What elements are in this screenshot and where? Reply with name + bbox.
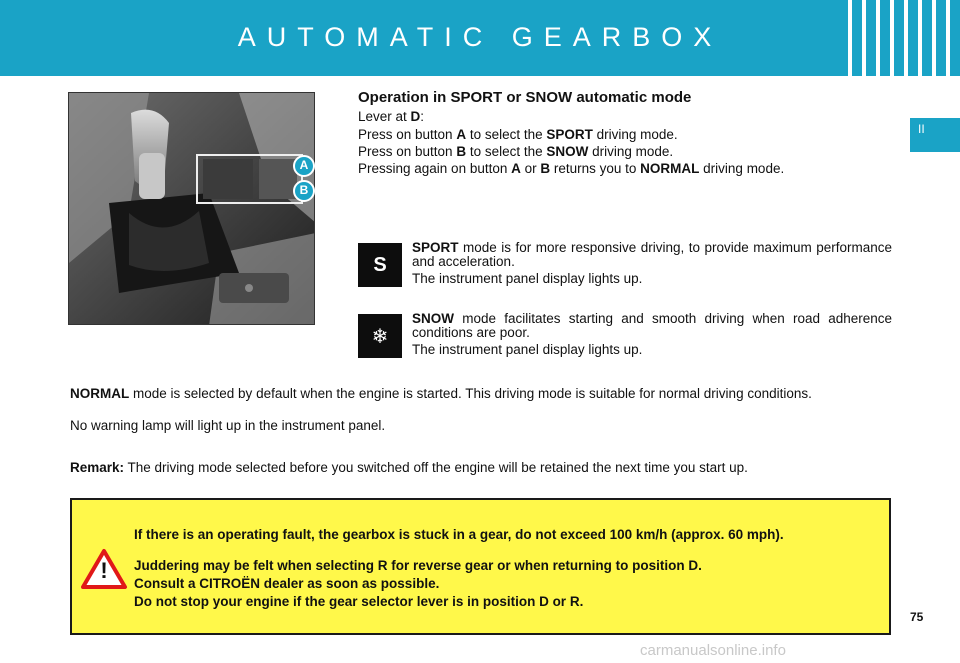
watermark: carmanualsonline.info <box>640 642 786 659</box>
gear-selector-photo <box>68 92 315 325</box>
page-header <box>0 0 960 76</box>
sport-description: SPORT mode is for more responsive driving, to provide maximum performance and acceleration. <box>412 240 892 269</box>
normal-description: NORMAL mode is selected by default when the engine is started. This driving mode is suitable for normal driving conditions. <box>70 386 812 401</box>
warning-line-4: Do not stop your engine if the gear selector lever is in position D or R. <box>134 594 584 609</box>
snow-description: SNOW mode facilitates starting and smooth driving when road adherence conditions are poor. <box>412 311 892 340</box>
sport-instruction: Press on button A to select the SPORT driving mode. <box>358 127 678 142</box>
section-heading: Operation in SPORT or SNOW automatic mode <box>358 89 692 106</box>
sport-mode-icon: S <box>358 243 402 287</box>
section-tab[interactable]: II <box>910 118 960 152</box>
snow-instruction: Press on button B to select the SNOW driving mode. <box>358 144 674 159</box>
warning-line-2: Juddering may be felt when selecting R for reverse gear or when returning to position D. <box>134 558 702 573</box>
warning-exclamation: ! <box>100 558 108 583</box>
remark-note: Remark: The driving mode selected before you switched off the engine will be retained the next time you start up. <box>70 460 748 475</box>
page-title: AUTOMATIC GEARBOX <box>237 22 723 52</box>
normal-instruction: Pressing again on button A or B returns you to NORMAL driving mode. <box>358 161 785 176</box>
no-lamp-note: No warning lamp will light up in the instrument panel. <box>70 418 386 433</box>
warning-line-1: If there is an operating fault, the gearbox is stuck in a gear, do not exceed 100 km/h (approx. 60 mph). <box>134 527 784 542</box>
sport-display-note: The instrument panel display lights up. <box>412 271 643 286</box>
warning-line-3: Consult a CITROËN dealer as soon as possible. <box>134 576 440 591</box>
page-number: 75 <box>910 610 924 624</box>
button-b-label: B <box>299 183 309 197</box>
lever-line: Lever at D: <box>358 109 425 124</box>
snowflake-icon: ❄ <box>358 314 402 358</box>
button-a-label: A <box>299 158 309 172</box>
snow-display-note: The instrument panel display lights up. <box>412 342 643 357</box>
warning-box <box>70 498 891 635</box>
